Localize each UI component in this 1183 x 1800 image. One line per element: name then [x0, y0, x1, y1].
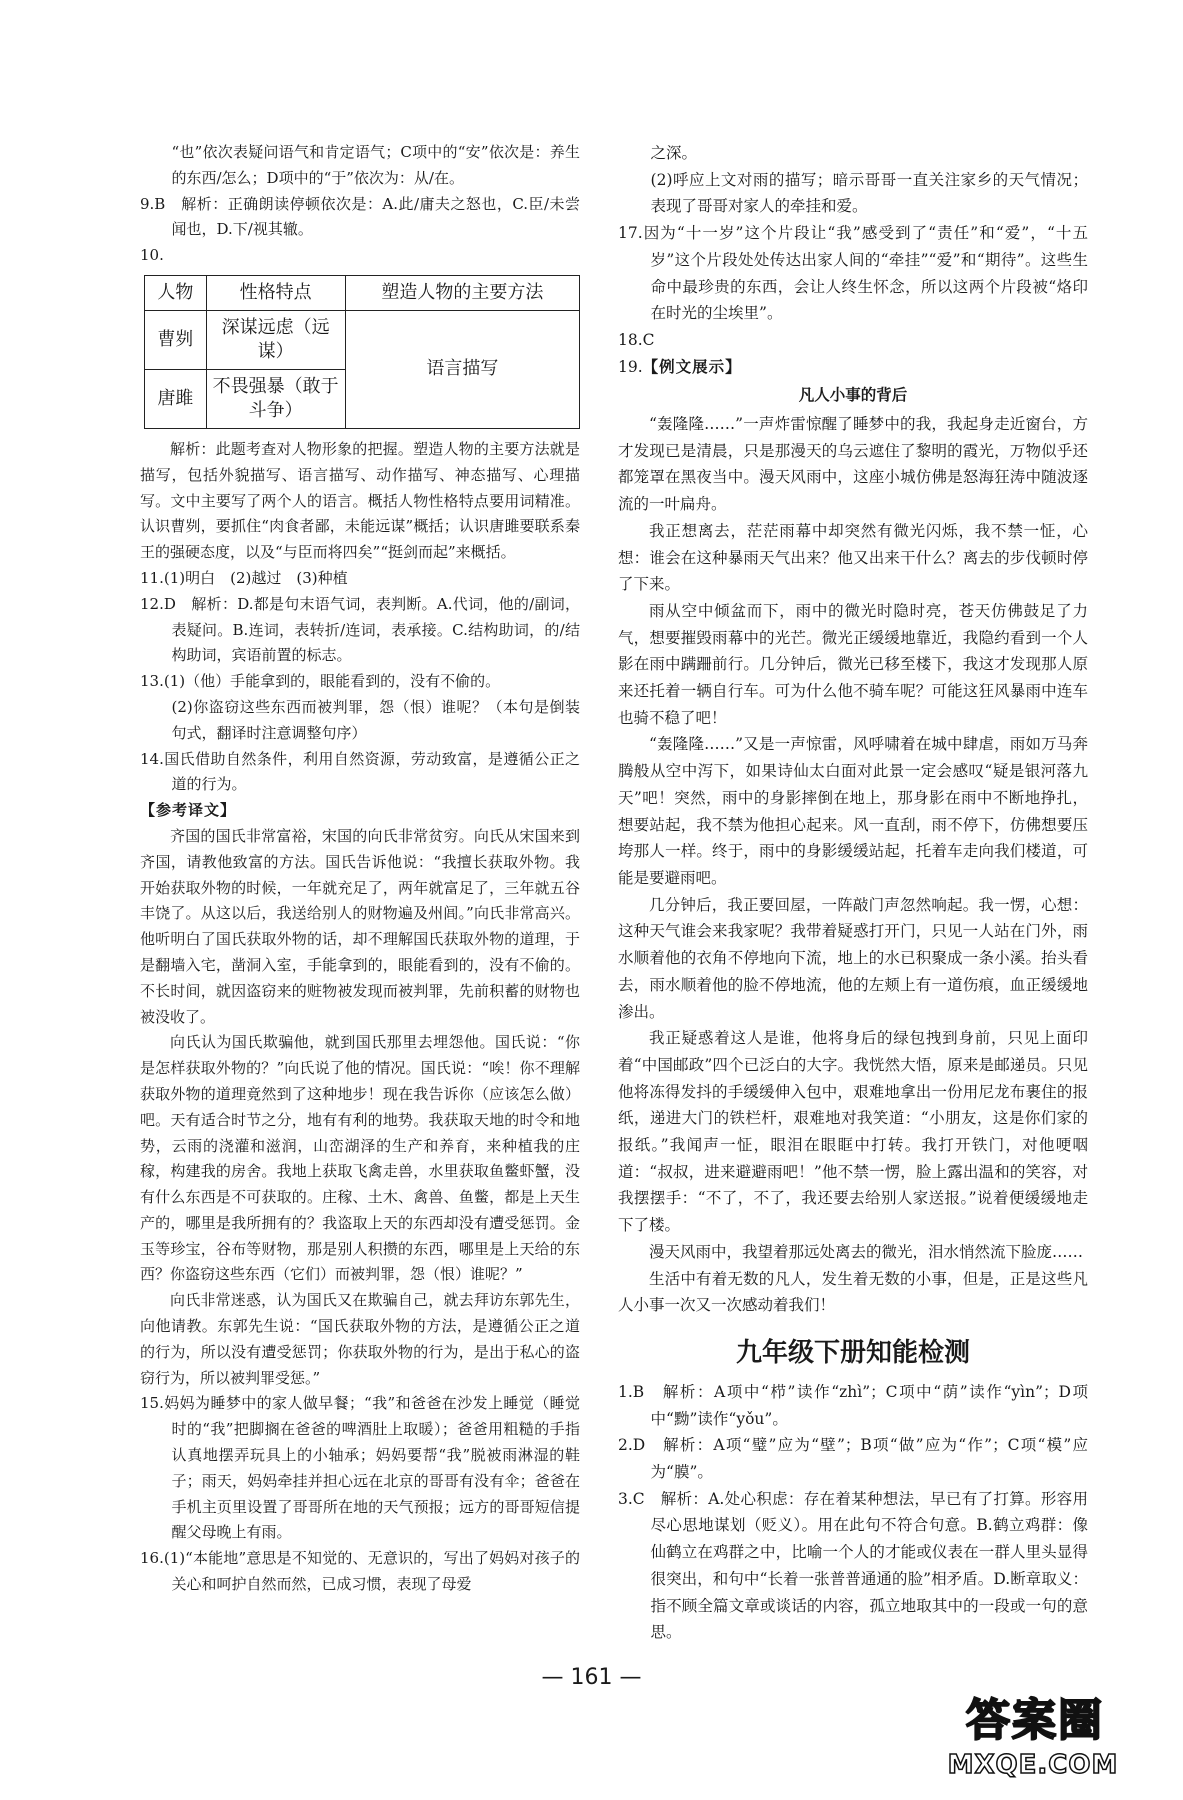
table-cell: 深谋远虑（远谋）	[206, 310, 345, 369]
essay-paragraph: 几分钟后，我正要回屋，一阵敲门声忽然响起。我一愣，心想：这种天气谁会来我家呢？我带着疑惑打开门，只见一人站在门外，雨水顺着他的衣角不停地向下流，地上的水已积聚成一条小溪。抬头看去，雨水顺着他的脸不停地流，他的左颊上有一道伤痕，血正缓缓地渗出。	[618, 895, 1088, 1021]
essay-paragraph: 雨从空中倾盆而下，雨中的微光时隐时亮，苍天仿佛鼓足了力气，想要摧毁雨幕中的光芒。微光正缓缓地靠近，我隐约看到一个人影在雨中蹒跚前行。几分钟后，微光已移至楼下，我这才发现那人原来还托着一辆自行车。可为什么他不骑车呢？可能这狂风暴雨中连车也骑不稳了吧！	[618, 601, 1088, 727]
answer-16: 16.(1)“本能地”意思是不知觉的、无意识的，写出了妈妈对孩子的关心和呵护自然而然，已成习惯，表现了母爱	[140, 1549, 580, 1594]
page-number: — 161 —	[541, 1665, 642, 1690]
right-column	[618, 140, 1088, 1646]
watermark-url: MXQE.COM	[947, 1750, 1119, 1780]
answer-9: 9.B 解析：正确朗读停顿依次是：A.此/庸夫之怒也，C.臣/未尝闻也，D.下/视其辙。	[140, 194, 580, 239]
answer-19-label	[618, 354, 1088, 381]
answer-13-2: (2)你盗窃这些东西而被判罪，怨（恨）谁呢？（本句是倒装句式，翻译时注意调整句序）	[171, 697, 580, 742]
watermark-logo	[900, 1690, 1150, 1790]
answer-16-2: (2)呼应上文对雨的描写；暗示哥哥一直关注家乡的天气情况；表现了哥哥对家人的牵挂和爱。	[650, 170, 1088, 216]
table-header: 人物	[145, 275, 207, 310]
essay-title: 凡人小事的背后	[798, 385, 908, 405]
essay-paragraph: “轰隆隆……”一声炸雷惊醒了睡梦中的我，我起身走近窗台，方才发现已是清晨，只是那漫天的乌云遮住了黎明的霞光，万物似乎还都笼罩在黑夜当中。漫天风雨中，这座小城仿佛是怒海狂涛中随波逐流的一叶扁舟。	[618, 415, 1088, 514]
answer-11: 11.(1)明白 (2)越过 (3)种植	[140, 568, 348, 587]
answer-14: 14.国氏借助自然条件，利用自然资源，劳动致富，是遵循公正之道的行为。	[140, 749, 580, 794]
table-header-row	[145, 275, 580, 310]
table-header: 性格特点	[206, 275, 345, 310]
answer-15: 15.妈妈为睡梦中的家人做早餐；“我”和爸爸在沙发上睡觉（睡觉时的“我”把脚搁在爸爸的啤酒肚上取暖）；爸爸用粗糙的手指认真地摆弄玩具上的小轴承；妈妈要帮“我”脱被雨淋湿的鞋子；雨天，妈妈牵挂并担心远在北京的哥哥有没有伞；爸爸在手机主页里设置了哥哥所在地的天气预报；远方的哥哥短信提醒父母晚上有雨。	[140, 1394, 580, 1542]
watermark-mark: 答案圈	[966, 1695, 1104, 1746]
translation-paragraph: 向氏认为国氏欺骗他，就到国氏那里去埋怨他。国氏说：“你是怎样获取外物的？”向氏说了他的情况。国氏说：“唉！你不理解获取外物的道理竟然到了这种地步！现在我告诉你（应该怎么做）吧。天有适合时节之分，地有有利的地势。我获取天地的时令和地势，云雨的浇灌和滋润，山峦湖泽的生产和养育，来种植我的庄稼，构建我的房舍。我地上获取飞禽走兽，水里获取鱼鳖虾蟹，没有什么东西是不可获取的。庄稼、土木、禽兽、鱼鳖，都是上天生产的，哪里是我所拥有的？我盗取上天的东西却没有遭受惩罚。金玉等珍宝，谷布等财物，那是别人积攒的东西，哪里是上天给的东西？你盗窃这些东西（它们）而被判罪，怨（恨）谁呢？”	[140, 1033, 580, 1284]
reference-translation-tag: 【参考译文】	[140, 801, 237, 820]
answer-19-number: 19.	[618, 357, 643, 376]
table-row	[145, 310, 580, 369]
table-cell: 不畏强暴（敢于斗争）	[206, 369, 345, 428]
answer-16-continuation: 之深。	[650, 144, 698, 162]
table-cell: 曹刿	[145, 310, 207, 369]
essay-paragraph: 漫天风雨中，我望着那远处离去的微光，泪水悄然流下脸庞……	[649, 1242, 1084, 1261]
table-header: 塑造人物的主要方法	[345, 275, 579, 310]
answer-continuation: “也”依次表疑问语气和肯定语气；C项中的“安”依次是：养生的东西/怎么；D项中的“于”依次为：从/在。	[171, 143, 580, 187]
test-answer-2: 2.D 解析：A项“璧”应为“壁”；B项“做”应为“作”；C项“模”应为“膜”。	[618, 1436, 1088, 1482]
table-cell: 唐雎	[145, 369, 207, 428]
test-answer-3: 3.C 解析：A.处心积虑：存在着某种想法，早已有了打算。形容用尽心思地谋划（贬义）。用在此句不符合句意。B.鹤立鸡群：像仙鹤立在鸡群之中，比喻一个人的才能或仪表在一群人里头显得很突出，和句中“长着一张普普通通的脸”相矛盾。D.断章取义：指不顾全篇文章或谈话的内容，孤立地取其中的一段或一句的意思。	[618, 1489, 1088, 1642]
answer-10-analysis: 解析：此题考查对人物形象的把握。塑造人物的主要方法就是描写，包括外貌描写、语言描写、动作描写、神态描写、心理描写。文中主要写了两个人的语言。概括人物性格特点要用词精准。认识曹刿，要抓住“肉食者鄙，未能远谋”概括；认识唐雎要联系秦王的强硬态度，以及“与臣而将四矣”“挺剑而起”来概括。	[140, 439, 580, 562]
essay-paragraph: 生活中有着无数的凡人，发生着无数的小事，但是，正是这些凡人小事一次又一次感动着我们！	[618, 1269, 1088, 1315]
answer-10-label: 10.	[140, 246, 164, 265]
answer-17: 17.因为“十一岁”这个片段让“我”感受到了“责任”和“爱”，“十五岁”这个片段处处传达出家人间的“牵挂”“爱”和“期待”。这些生命中最珍贵的东西，会让人终生怀念，所以这两个片段被“烙印在时光的尘埃里”。	[618, 224, 1088, 323]
left-column	[140, 140, 580, 1598]
section-title: 九年级下册知能检测	[735, 1337, 970, 1368]
essay-paragraph: “轰隆隆……”又是一声惊雷，风呼啸着在城中肆虐，雨如万马奔腾般从空中泻下，如果诗仙太白面对此景一定会感叹“疑是银河落九天”吧！突然，雨中的身影摔倒在地上，那身影在雨中不断地挣扎，想要站起，我不禁为他担心起来。风一直刮，雨不停下，仿佛想要压垮那人一样。终于，雨中的身影缓缓站起，托着车走向我们楼道，可能是要避雨吧。	[618, 735, 1088, 887]
translation-paragraph: 齐国的国氏非常富裕，宋国的向氏非常贫穷。向氏从宋国来到齐国，请教他致富的方法。国氏告诉他说：“我擅长获取外物。我开始获取外物的时候，一年就充足了，两年就富足了，三年就五谷丰饶了。从这以后，我送给别人的财物遍及州闾。”向氏非常高兴。他听明白了国氏获取外物的话，却不理解国氏获取外物的道理，于是翻墙入宅，凿洞入室，手能拿到的，眼能看到的，没有不偷的。不长时间，就因盗窃来的赃物被发现而被判罪，先前积蓄的财物也被没收了。	[140, 826, 580, 1026]
essay-paragraph: 我正想离去，茫茫雨幕中却突然有微光闪烁，我不禁一怔，心想：谁会在这种暴雨天气出来？他又出来干什么？离去的步伐顿时停了下来。	[618, 521, 1088, 594]
essay-paragraph: 我正疑惑着这人是谁，他将身后的绿包拽到身前，只见上面印着“中国邮政”四个已泛白的大字。我恍然大悟，原来是邮递员。只见他将冻得发抖的手缓缓伸入包中，艰难地拿出一份用尼龙布裹住的报纸，递进大门的铁栏杆，艰难地对我笑道：“小朋友，这是你们家的报纸。”我闻声一怔，眼泪在眼眶中打转。我打开铁门，对他哽咽道：“叔叔，进来避避雨吧！”他不禁一愣，脸上露出温和的笑容，对我摆摆手：“不了，不了，我还要去给别人家送报。”说着便缓缓地走下了楼。	[618, 1029, 1088, 1235]
translation-paragraph: 向氏非常迷惑，认为国氏又在欺骗自己，就去拜访东郭先生，向他请教。东郭先生说：“国氏获取外物的方法，是遵循公正之道的行为，所以没有遭受惩罚；你获取外物的行为，是出于私心的盗窃行为，所以被判罪受惩。”	[140, 1291, 580, 1387]
character-table	[144, 275, 580, 429]
answer-13-1: 13.(1)（他）手能拿到的，眼能看到的，没有不偷的。	[140, 672, 501, 691]
answer-18: 18.C	[618, 330, 655, 349]
table-merged-cell: 语言描写	[345, 310, 579, 428]
answer-12: 12.D 解析：D.都是句末语气词，表判断。A.代词，他的/副词，表疑问。B.连词，表转折/连词，表承接。C.结构助词，的/结构助词，宾语前置的标志。	[140, 594, 580, 665]
sample-essay-tag: 【例文展示】	[642, 356, 742, 376]
test-answer-1: 1.B 解析：A项中“栉”读作“zhì”；C项中“荫”读作“yìn”；D项中“黝”读作“yǒu”。	[618, 1382, 1088, 1428]
